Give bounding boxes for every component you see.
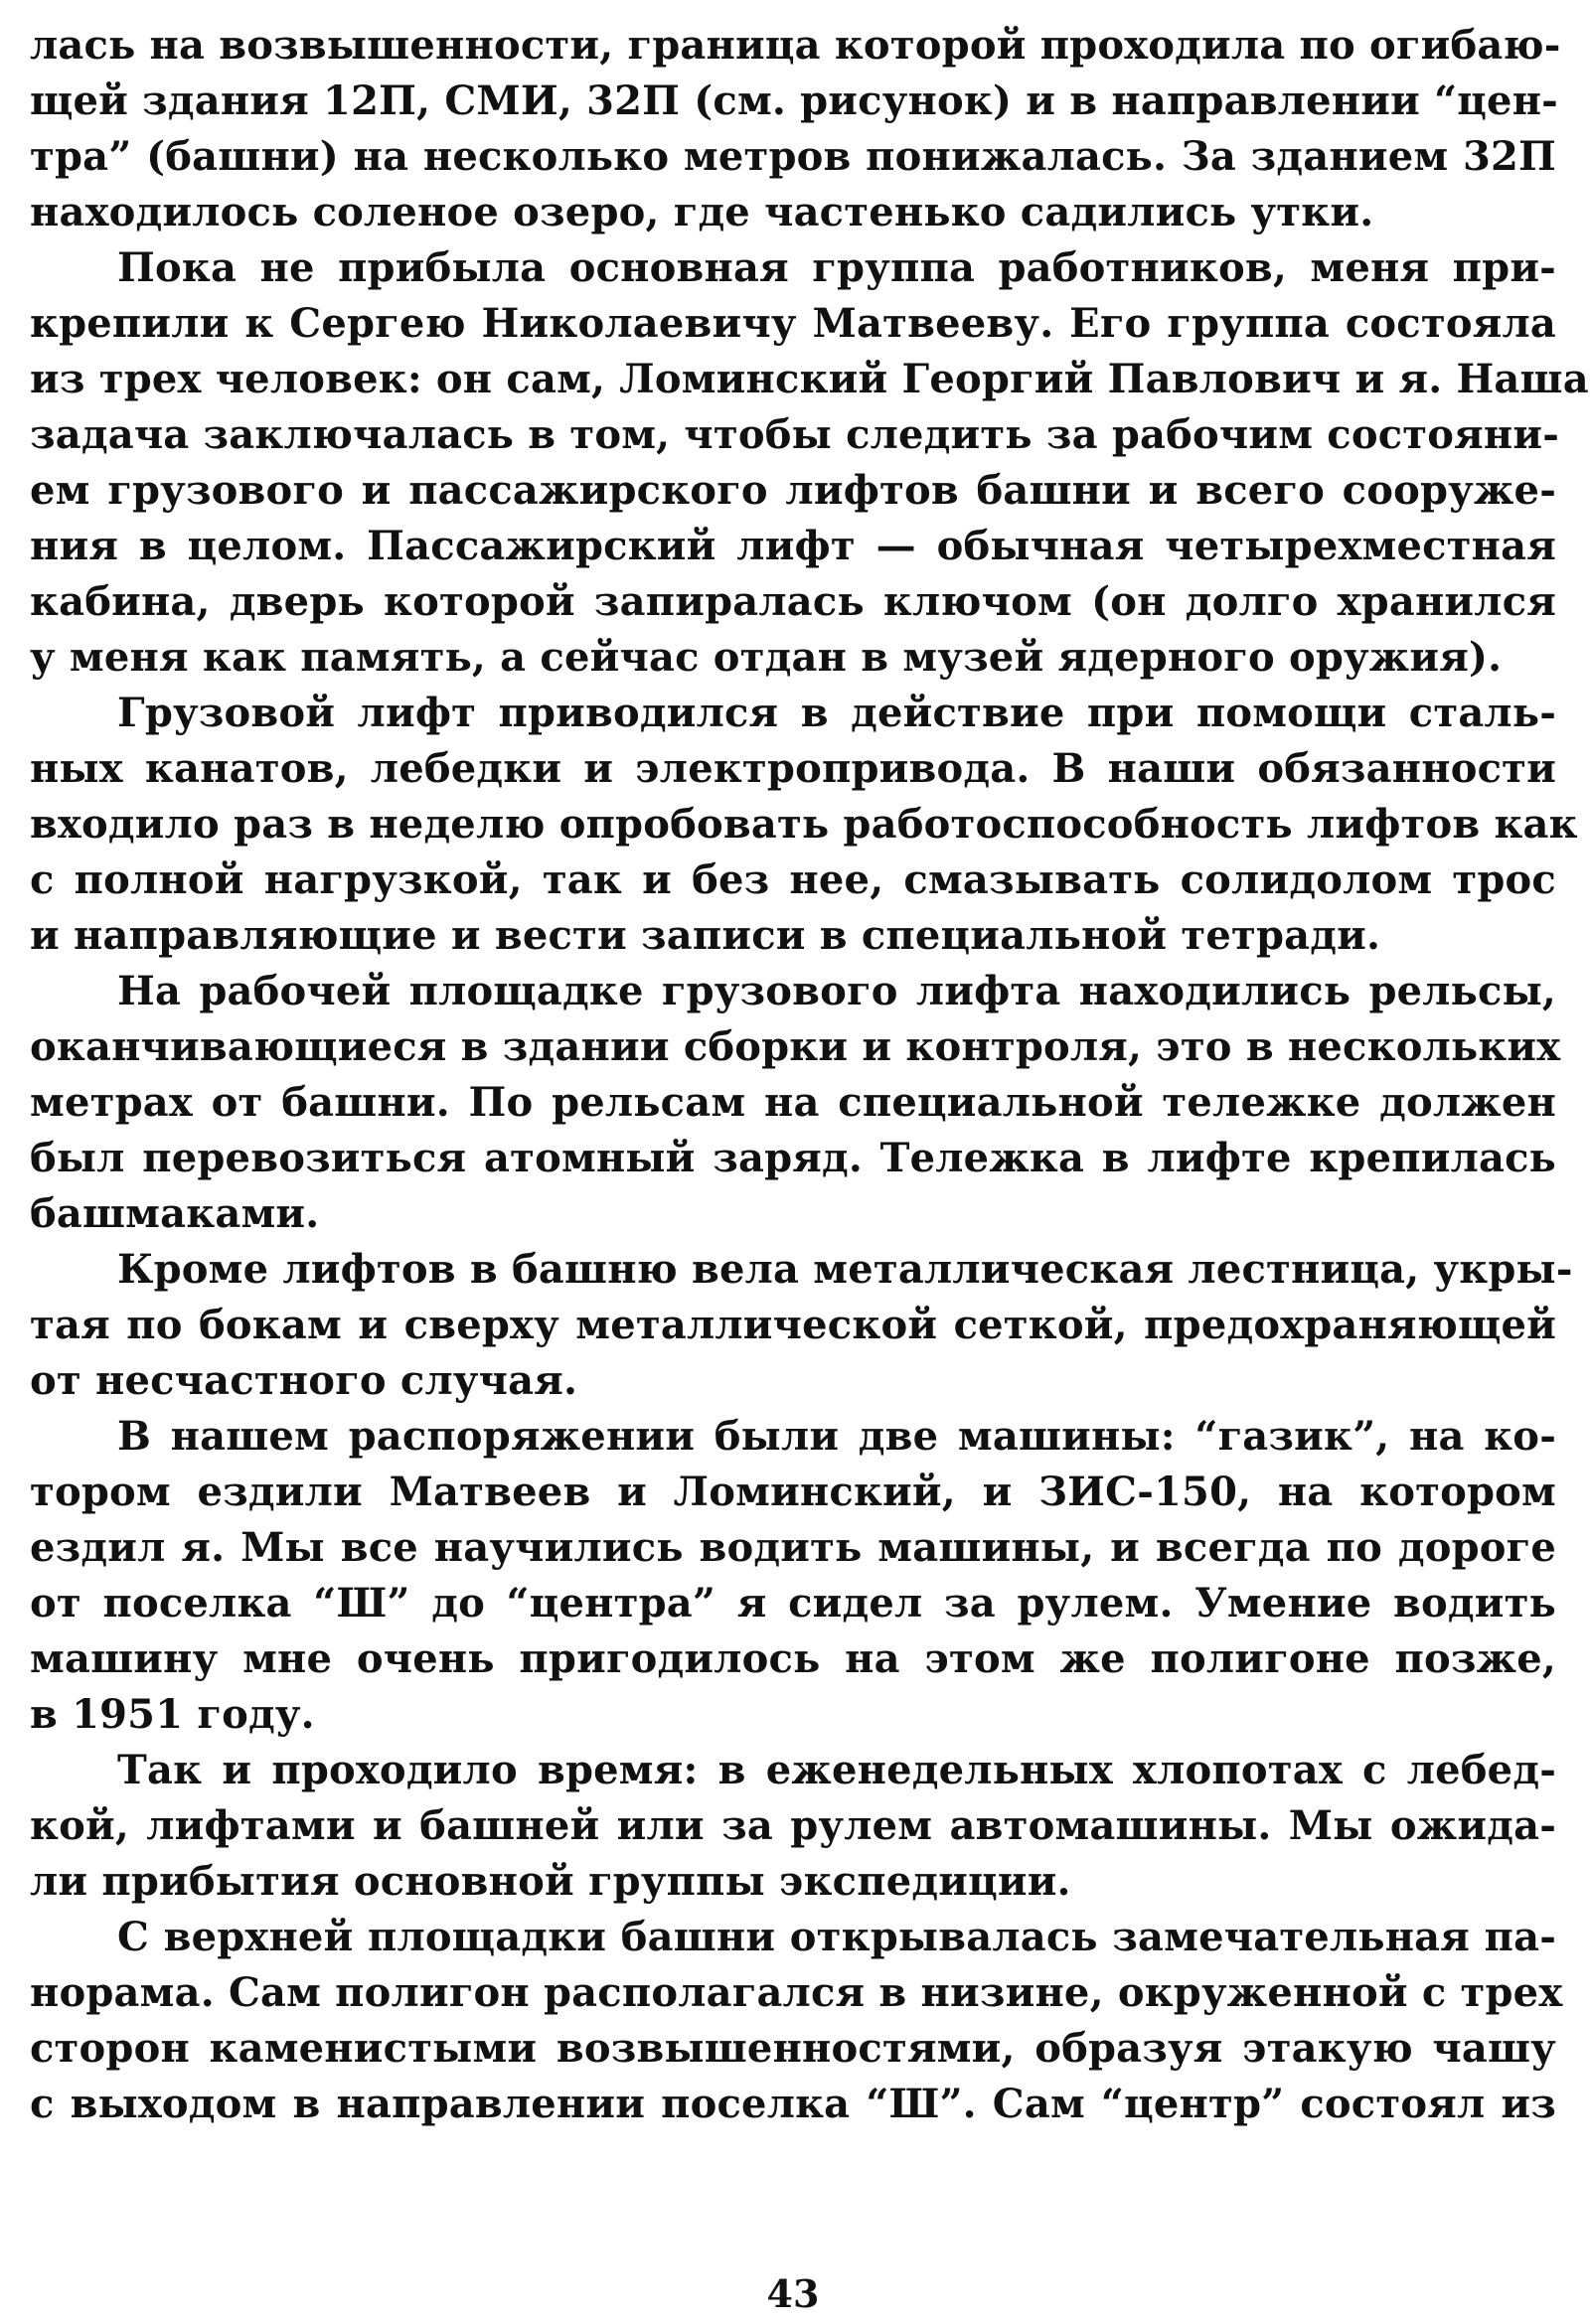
text-line: норама. Сам полигон располагался в низине, окруженной с трех bbox=[30, 1969, 1563, 2016]
text-line: С верхней площадки башни открывалась замечательная па- bbox=[117, 1914, 1556, 1960]
book-page bbox=[30, 18, 1589, 2316]
text-line: тра” (башни) на несколько метров понижалась. За зданием 32П bbox=[30, 133, 1556, 180]
text-line: ных канатов, лебедки и электропривода. В наши обязанности bbox=[30, 745, 1556, 792]
text-line: с выходом в направлении поселка “Ш”. Сам “центр” состоял из bbox=[30, 2081, 1556, 2127]
text-line: оканчивающиеся в здании сборки и контроля, это в нескольких bbox=[30, 1023, 1561, 1070]
text-line: у меня как память, а сейчас отдан в музей ядерного оружия). bbox=[30, 634, 1503, 681]
text-line: от несчастного случая. bbox=[30, 1357, 578, 1404]
text-line: башмаками. bbox=[30, 1190, 320, 1237]
text-line: машину мне очень пригодилось на этом же полигоне позже, bbox=[30, 1635, 1556, 1682]
text-line: Так и проходило время: в еженедельных хлопотах с лебед- bbox=[117, 1747, 1556, 1793]
text-line: находилось соленое озеро, где частенько садились утки. bbox=[30, 189, 1374, 235]
text-line: входило раз в неделю опробовать работоспособность лифтов как bbox=[30, 801, 1578, 848]
text-line: крепили к Сергею Николаевичу Матвееву. Его группа состояла bbox=[30, 300, 1556, 347]
text-line: и направляющие и вести записи в специальной тетради. bbox=[30, 912, 1381, 959]
text-line: тая по бокам и сверху металлической сеткой, предохраняющей bbox=[30, 1302, 1556, 1348]
text-line: Пока не прибыла основная группа работников, меня при- bbox=[117, 244, 1556, 291]
text-line: В нашем распоряжении были две машины: “газик”, на ко- bbox=[117, 1413, 1556, 1460]
text-line: тором ездили Матвеев и Ломинский, и ЗИС-150, на котором bbox=[30, 1469, 1556, 1515]
text-line: ли прибытия основной группы экспедиции. bbox=[30, 1858, 1071, 1905]
text-line: задача заключалась в том, чтобы следить за рабочим состояни- bbox=[30, 411, 1560, 458]
text-line: На рабочей площадке грузового лифта находились рельсы, bbox=[117, 968, 1556, 1014]
text-line: ем грузового и пассажирского лифтов башни и всего сооруже- bbox=[30, 467, 1556, 514]
text-line: Кроме лифтов в башню вела металлическая лестница, укры- bbox=[117, 1246, 1573, 1293]
text-line: кабина, дверь которой запиралась ключом (он долго хранился bbox=[30, 578, 1556, 625]
page-body-text bbox=[30, 18, 1589, 2132]
text-line: лась на возвышенности, граница которой проходила по огибаю- bbox=[30, 22, 1561, 69]
text-line: ния в целом. Пассажирский лифт — обычная четырехместная bbox=[30, 523, 1556, 569]
text-line: был перевозиться атомный заряд. Тележка в лифте крепилась bbox=[30, 1135, 1556, 1181]
page-number: 43 bbox=[766, 2271, 820, 2316]
text-line: метрах от башни. По рельсам на специальной тележке должен bbox=[30, 1079, 1556, 1126]
text-line: от поселка “Ш” до “центра” я сидел за рулем. Умение водить bbox=[30, 1580, 1556, 1627]
text-line: с полной нагрузкой, так и без нее, смазывать солидолом трос bbox=[30, 856, 1556, 903]
text-line: ездил я. Мы все научились водить машины, и всегда по дороге bbox=[30, 1524, 1556, 1571]
text-line: в 1951 году. bbox=[30, 1691, 315, 1738]
text-line: Грузовой лифт приводился в действие при помощи сталь- bbox=[117, 690, 1556, 736]
text-line: из трех человек: он сам, Ломинский Георгий Павлович и я. Наша bbox=[30, 356, 1589, 402]
text-line: щей здания 12П, СМИ, 32П (см. рисунок) и в направлении “цен- bbox=[30, 77, 1558, 124]
text-line: кой, лифтами и башней или за рулем автомашины. Мы ожида- bbox=[30, 1802, 1556, 1849]
text-line: сторон каменистыми возвышенностями, образуя этакую чашу bbox=[30, 2025, 1556, 2072]
